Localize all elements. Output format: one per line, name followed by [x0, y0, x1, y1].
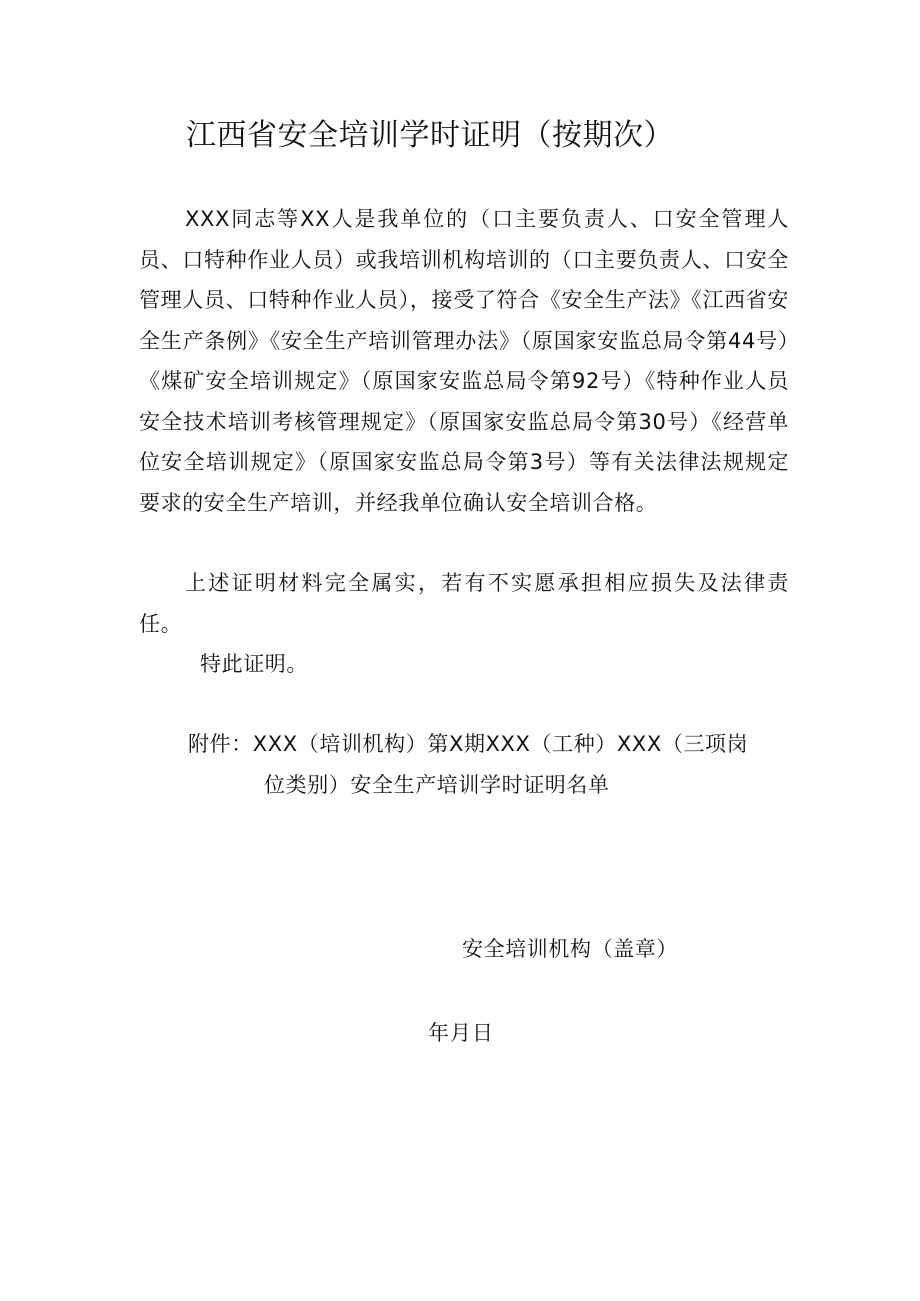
- signature-line: 安全培训机构（盖章）: [462, 937, 678, 961]
- guarantee-paragraph: 上述证明材料完全属实，若有不实愿承担相应损失及法律责任。: [139, 571, 789, 636]
- statement-paragraph: XXX同志等XX人是我单位的（口主要负责人、口安全管理人员、口特种作业人员）或我培训机构培训的（口主要负责人、口安全管理人员、口特种作业人员），接受了符合《安全生产法》《江西省安全生产条例》《安全生产培训管理办法》（原国家安监总局令第44号）《煤矿安全培训规定》（原国家安监总局令第92号）《特种作业人员安全技术培训考核管理规定》（原国家安监总局令第30号）《经营单位安全培训规定》（原国家安监总局令第3号）等有关法律法规规定要求的安全生产培训，并经我单位确认安全培训合格。: [139, 207, 789, 515]
- attachment-note: [188, 724, 788, 805]
- attachment-line-1: 附件：XXX（培训机构）第X期XXX（工种）XXX（三项岗: [188, 732, 749, 756]
- attachment-line-2: 位类别）安全生产培训学时证明名单: [264, 772, 610, 797]
- date-line: 年月日: [428, 1021, 494, 1045]
- closing-paragraph: 特此证明。: [200, 652, 308, 676]
- document-title: 江西省安全培训学时证明（按期次）: [186, 118, 674, 153]
